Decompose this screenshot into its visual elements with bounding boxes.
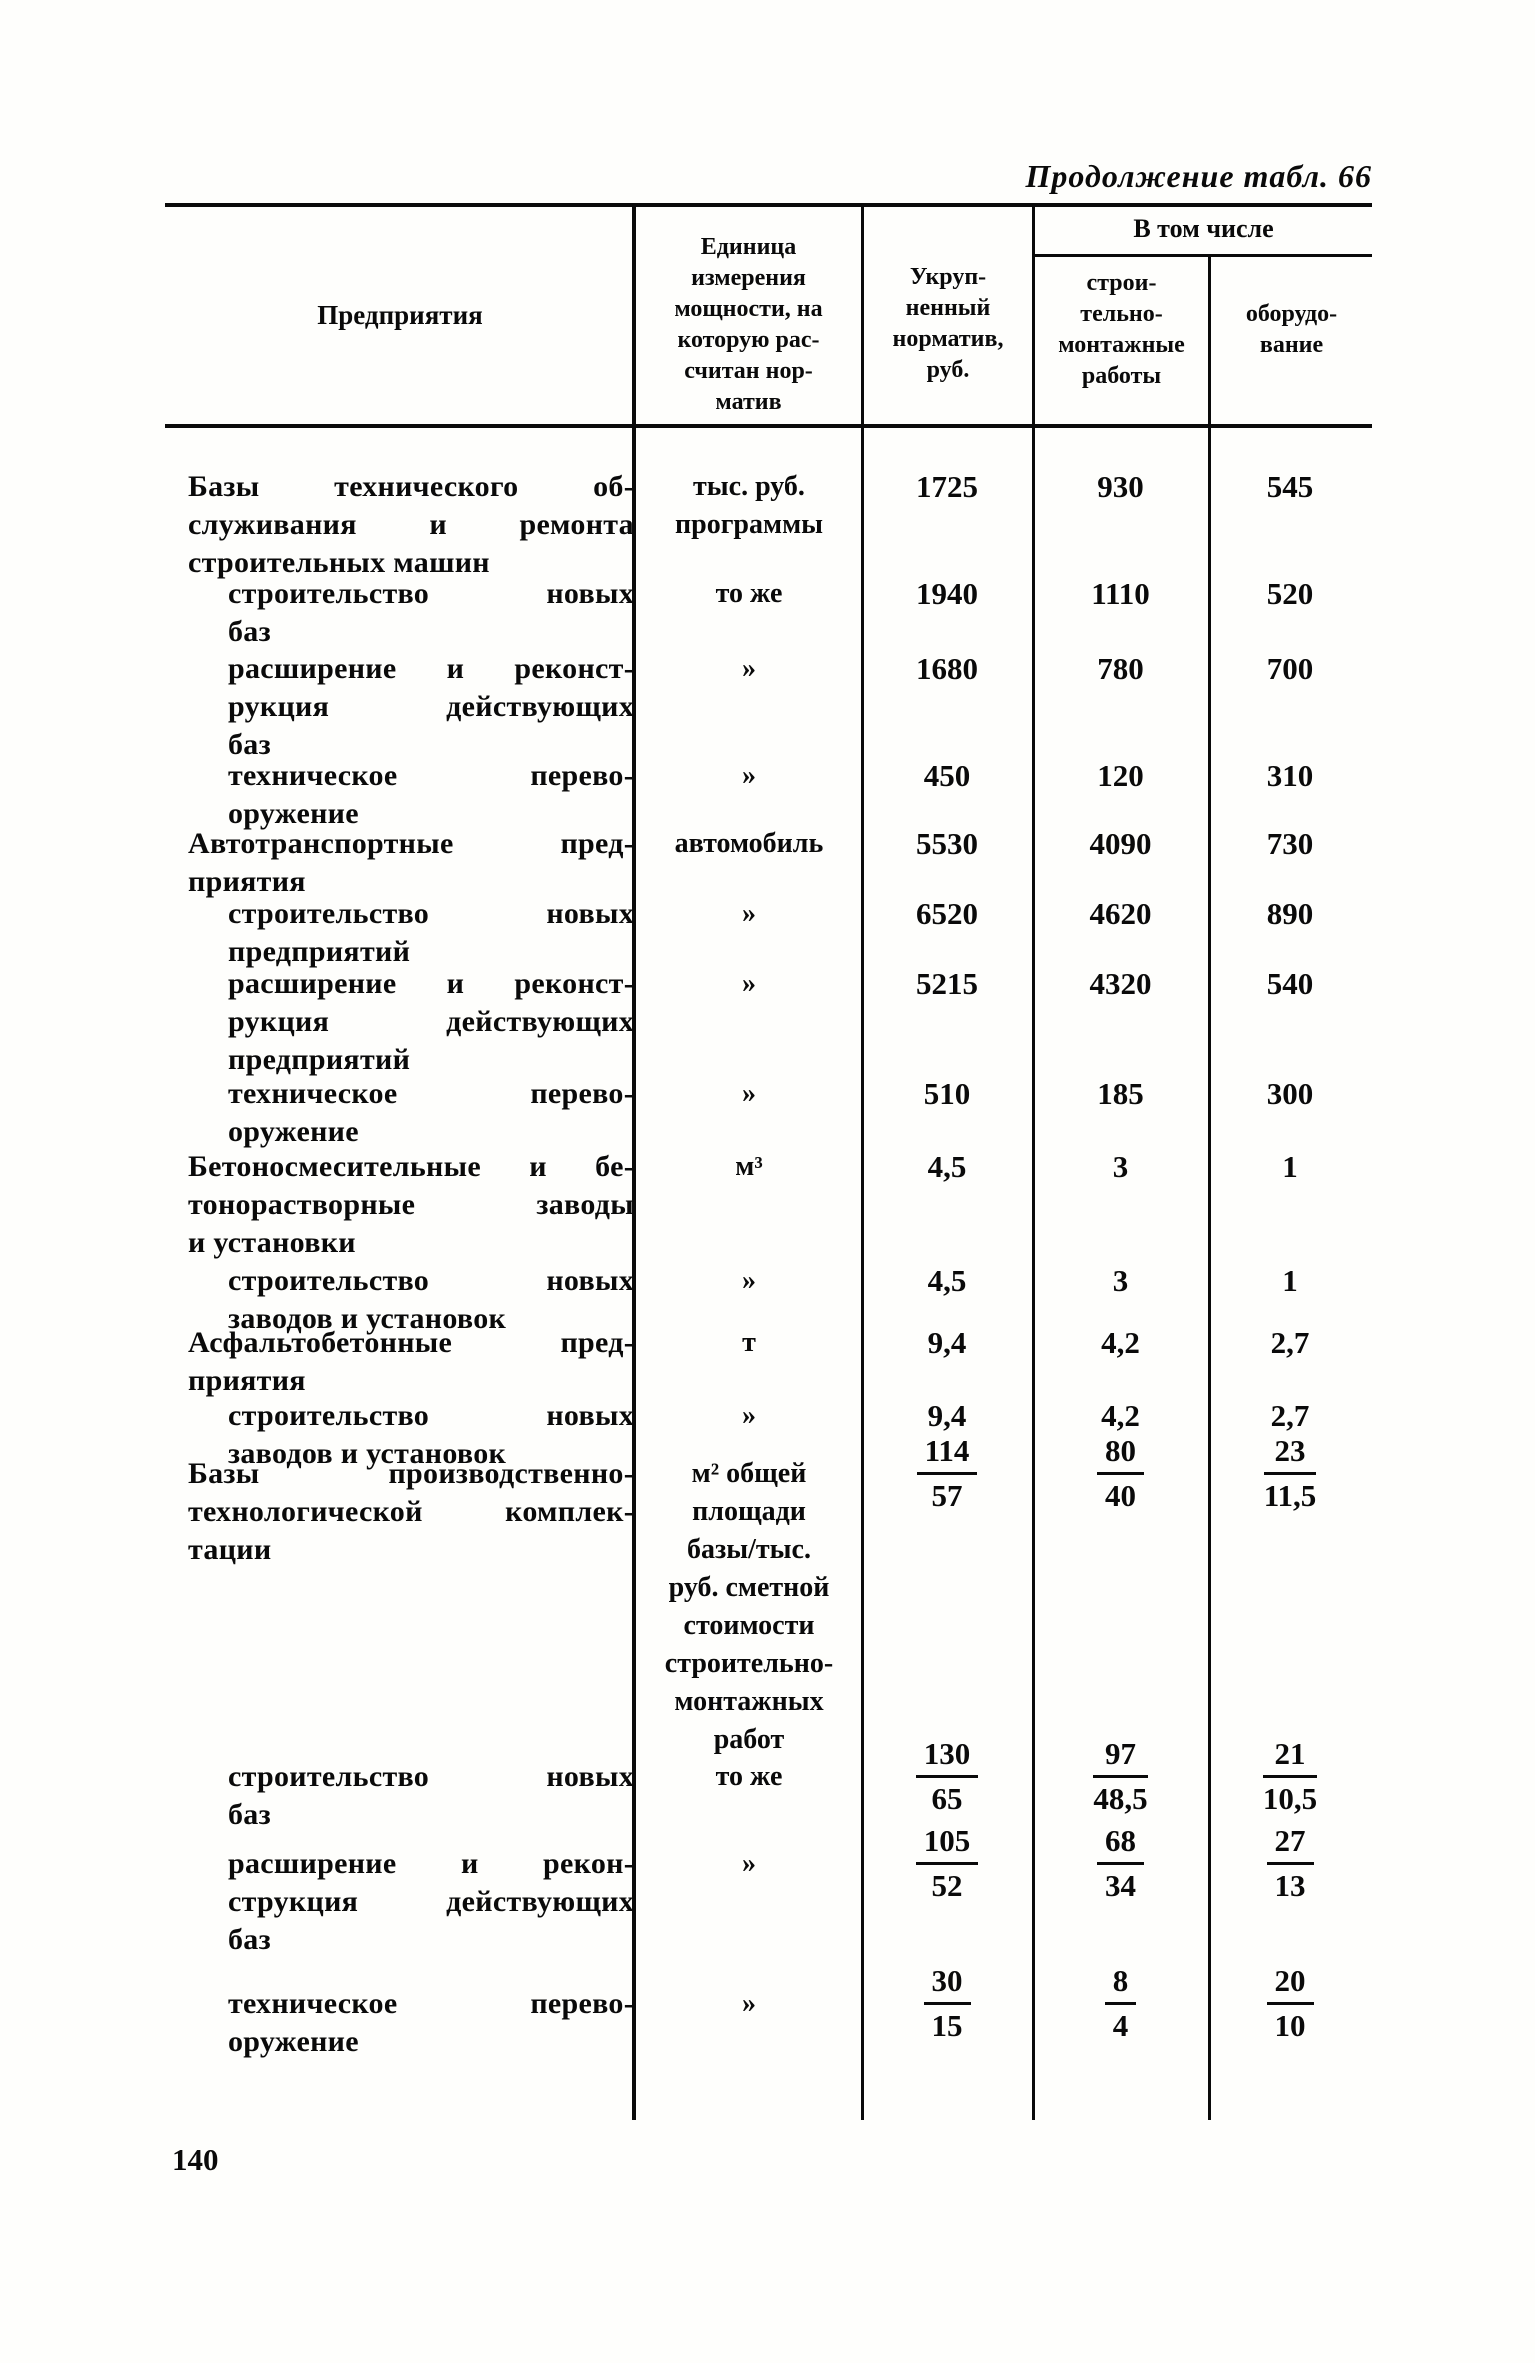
unit-line: » — [742, 653, 756, 684]
fraction-numerator: 130 — [916, 1736, 979, 1778]
page-number: 140 — [172, 2142, 219, 2177]
enterprise-name-line: Базы технического об- — [188, 470, 634, 503]
value-fraction — [1035, 1433, 1206, 1514]
enterprise-name-line: строительных машин — [188, 546, 490, 579]
fraction-numerator: 80 — [1097, 1433, 1144, 1475]
fraction-denominator: 13 — [1274, 1868, 1306, 1903]
value-cell: 1680 — [916, 651, 978, 686]
enterprise-name-line: строительство новых — [228, 1264, 634, 1297]
value-cell: 540 — [1266, 966, 1314, 1001]
enterprise-name-line: предприятий — [228, 1043, 411, 1076]
unit-cell — [638, 1758, 860, 1796]
fraction-denominator: 57 — [931, 1478, 963, 1513]
value-cell: 890 — [1266, 896, 1314, 931]
fraction-numerator: 23 — [1264, 1433, 1317, 1475]
unit-cell — [638, 1845, 860, 1883]
fraction-numerator: 8 — [1105, 1963, 1137, 2005]
enterprise-name-line: заводов и установок — [228, 1437, 507, 1470]
header-line: считан нор- — [684, 358, 813, 384]
fraction-numerator: 30 — [924, 1963, 971, 2005]
unit-line: » — [742, 760, 756, 791]
enterprise-name — [188, 468, 634, 582]
value-fraction — [864, 1963, 1030, 2044]
enterprise-name-line: строительство новых — [228, 897, 634, 930]
value-cell: 120 — [1097, 758, 1144, 793]
unit-cell — [638, 575, 860, 613]
enterprise-name-line: и установки — [188, 1226, 356, 1259]
value-cell: 310 — [1266, 758, 1314, 793]
enterprise-name-line: расширение и реконст- — [228, 967, 634, 1000]
enterprise-name-line: строительство новых — [228, 1399, 634, 1432]
value-cell: 6520 — [916, 896, 978, 931]
unit-line: программы — [675, 509, 823, 540]
value-cell: 185 — [1097, 1076, 1144, 1111]
value-cell: 1 — [1282, 1263, 1298, 1298]
value-cell: 300 — [1266, 1076, 1314, 1111]
unit-line: » — [742, 1400, 756, 1431]
fraction-numerator: 105 — [916, 1823, 979, 1865]
value-cell: 930 — [1097, 469, 1144, 504]
fraction-denominator: 40 — [1105, 1478, 1136, 1513]
value-cell: 3 — [1112, 1263, 1129, 1298]
unit-cell — [638, 895, 860, 933]
fraction-numerator: 114 — [917, 1433, 978, 1475]
value-cell: 4,5 — [927, 1263, 967, 1298]
value-fraction — [1035, 1963, 1206, 2044]
value-cell: 4,2 — [1101, 1398, 1140, 1433]
value-cell: 9,4 — [927, 1398, 967, 1433]
enterprise-name-line: баз — [228, 1798, 271, 1831]
value-cell: 9,4 — [927, 1325, 967, 1360]
header-enterprises: Предприятия — [317, 300, 483, 330]
fraction-numerator: 97 — [1093, 1736, 1147, 1778]
header-line: оборудо- — [1245, 301, 1338, 327]
value-cell: 545 — [1266, 469, 1314, 504]
enterprise-name — [228, 1985, 634, 2061]
enterprise-name-line: оружение — [228, 2025, 359, 2058]
value-cell: 1725 — [916, 469, 978, 504]
value-cell: 5215 — [916, 966, 978, 1001]
enterprise-name-line: расширение и рекон- — [228, 1847, 634, 1880]
header-line: матив — [715, 389, 782, 415]
enterprise-name-line: заводов и установок — [228, 1302, 507, 1335]
enterprise-name-line: баз — [228, 615, 271, 648]
unit-line: то же — [715, 578, 783, 609]
value-cell: 520 — [1266, 576, 1314, 611]
enterprise-name-line: Бетоносмесительные и бе- — [188, 1150, 634, 1183]
enterprise-name-line: техническое перево- — [228, 1077, 634, 1110]
fraction-denominator: 34 — [1105, 1868, 1136, 1903]
unit-cell — [638, 1262, 860, 1300]
unit-cell — [638, 1985, 860, 2023]
unit-line: м³ — [735, 1151, 763, 1182]
unit-line: стоимости — [683, 1610, 815, 1641]
unit-cell — [638, 1455, 860, 1759]
header-line: тельно- — [1080, 301, 1163, 327]
unit-line: м² общей — [691, 1458, 807, 1489]
header-including-group: В том числе — [1133, 214, 1274, 243]
enterprise-name-line: приятия — [188, 1364, 306, 1397]
value-fraction — [1211, 1433, 1369, 1514]
enterprise-name-line: струкция действующих — [228, 1885, 634, 1918]
enterprise-name-line: тонорастворные заводы — [188, 1188, 634, 1221]
enterprise-name-line: баз — [228, 728, 271, 761]
fraction-denominator: 10,5 — [1262, 1781, 1318, 1816]
value-cell: 1110 — [1091, 576, 1150, 611]
header-line: руб. — [926, 357, 970, 383]
header-line: монтажные — [1058, 332, 1185, 358]
header-line: которую рас- — [677, 327, 820, 353]
value-cell: 2,7 — [1270, 1398, 1310, 1433]
value-fraction — [1211, 1963, 1369, 2044]
enterprise-name — [188, 1148, 634, 1262]
unit-cell — [638, 965, 860, 1003]
header-equipment — [1211, 299, 1372, 361]
unit-cell — [638, 825, 860, 863]
value-cell: 700 — [1266, 651, 1314, 686]
fraction-denominator: 65 — [931, 1781, 963, 1816]
unit-line: руб. сметной — [668, 1572, 830, 1603]
fraction-denominator: 10 — [1274, 2008, 1306, 2043]
value-fraction — [864, 1433, 1030, 1514]
value-cell: 5530 — [916, 826, 978, 861]
fraction-denominator: 48,5 — [1093, 1781, 1148, 1816]
fraction-numerator: 20 — [1267, 1963, 1314, 2005]
header-line: ненный — [905, 295, 991, 321]
header-line: вание — [1259, 332, 1324, 358]
fraction-numerator: 21 — [1263, 1736, 1317, 1778]
value-fraction — [864, 1736, 1030, 1817]
enterprise-name — [228, 575, 634, 651]
unit-cell — [638, 1075, 860, 1113]
unit-cell — [638, 757, 860, 795]
value-fraction — [864, 1823, 1030, 1904]
unit-line: » — [742, 968, 756, 999]
enterprise-name-line: расширение и реконст- — [228, 652, 634, 685]
enterprise-name-line: баз — [228, 1923, 271, 1956]
unit-cell — [638, 1148, 860, 1186]
header-line: мощности, на — [674, 296, 823, 322]
enterprise-name-line: Автотранспортные пред- — [188, 827, 634, 860]
unit-line: » — [742, 1265, 756, 1296]
enterprise-name-line: техническое перево- — [228, 1987, 634, 2020]
value-cell: 780 — [1097, 651, 1144, 686]
header-aggregate-norm — [864, 262, 1032, 386]
value-cell: 450 — [923, 758, 971, 793]
unit-line: строительно- — [664, 1648, 834, 1679]
enterprise-name-line: строительство новых — [228, 1760, 634, 1793]
fraction-denominator: 15 — [931, 2008, 963, 2043]
fraction-denominator: 11,5 — [1263, 1478, 1317, 1513]
enterprise-name — [228, 650, 634, 764]
unit-line: » — [742, 1848, 756, 1879]
unit-line: автомобиль — [674, 828, 824, 859]
fraction-numerator: 68 — [1097, 1823, 1144, 1865]
enterprise-name — [228, 895, 634, 971]
header-line: Укруп- — [909, 264, 987, 290]
unit-line: » — [742, 1988, 756, 2019]
unit-line: работ — [713, 1724, 785, 1755]
enterprise-name-line: тации — [188, 1533, 272, 1566]
enterprise-name-line: приятия — [188, 865, 306, 898]
table-continuation-title: Продолжение табл. 66 — [1025, 158, 1372, 194]
enterprise-name — [188, 1324, 634, 1400]
fraction-denominator: 52 — [931, 1868, 963, 1903]
value-fraction — [1035, 1736, 1206, 1817]
fraction-numerator: 27 — [1267, 1823, 1314, 1865]
unit-line: монтажных — [674, 1686, 824, 1717]
enterprise-name — [228, 757, 634, 833]
enterprise-name-line: рукция действующих — [228, 690, 634, 723]
fraction-denominator: 4 — [1112, 2008, 1129, 2043]
header-line: строи- — [1086, 270, 1157, 296]
header-line: Единица — [700, 234, 797, 260]
enterprise-name — [228, 1075, 634, 1151]
enterprise-name-line: Базы производственно- — [188, 1457, 634, 1490]
enterprise-name-line: предприятий — [228, 935, 411, 968]
value-cell: 4,2 — [1101, 1325, 1140, 1360]
unit-line: т — [742, 1327, 756, 1358]
header-line: измерения — [691, 265, 806, 291]
value-cell: 4320 — [1089, 966, 1152, 1001]
enterprise-name — [188, 1455, 634, 1569]
enterprise-name-line: техническое перево- — [228, 759, 634, 792]
value-cell: 4,5 — [927, 1149, 967, 1184]
value-fraction — [1211, 1736, 1369, 1817]
group-header-underline — [1034, 254, 1372, 257]
unit-line: тыс. руб. — [693, 471, 805, 502]
value-cell: 4620 — [1089, 896, 1152, 931]
unit-line: то же — [715, 1761, 783, 1792]
enterprise-name-line: служивания и ремонта — [188, 508, 634, 541]
unit-line: базы/тыс. — [687, 1534, 811, 1565]
enterprise-name-line: Асфальтобетонные пред- — [188, 1326, 634, 1359]
header-line: работы — [1081, 363, 1162, 389]
value-cell: 1940 — [916, 576, 978, 611]
enterprise-name-line: рукция действующих — [228, 1005, 634, 1038]
value-cell: 730 — [1266, 826, 1314, 861]
enterprise-name-line: технологической комплек- — [188, 1495, 634, 1528]
enterprise-name-line: оружение — [228, 1115, 359, 1148]
unit-line: » — [742, 898, 756, 929]
enterprise-name-line: оружение — [228, 797, 359, 830]
value-cell: 4090 — [1089, 826, 1152, 861]
unit-cell — [638, 1324, 860, 1362]
value-cell: 3 — [1112, 1149, 1129, 1184]
unit-line: площади — [692, 1496, 806, 1527]
header-bottom-rule — [165, 424, 1372, 428]
enterprise-name — [228, 1758, 634, 1834]
value-cell: 1 — [1282, 1149, 1298, 1184]
unit-line: » — [742, 1078, 756, 1109]
enterprise-name — [228, 1845, 634, 1959]
value-fraction — [1211, 1823, 1369, 1904]
enterprise-name — [188, 825, 634, 901]
header-unit-of-measure — [636, 232, 861, 418]
enterprise-name-line: строительство новых — [228, 577, 634, 610]
header-line: норматив, — [892, 326, 1004, 352]
header-construction-installation-works — [1035, 268, 1208, 392]
value-cell: 510 — [923, 1076, 971, 1111]
unit-cell — [638, 1397, 860, 1435]
value-fraction — [1035, 1823, 1206, 1904]
value-cell: 2,7 — [1270, 1325, 1310, 1360]
enterprise-name — [228, 965, 634, 1079]
table-top-rule — [165, 203, 1372, 207]
unit-cell — [638, 468, 860, 544]
unit-cell — [638, 650, 860, 688]
